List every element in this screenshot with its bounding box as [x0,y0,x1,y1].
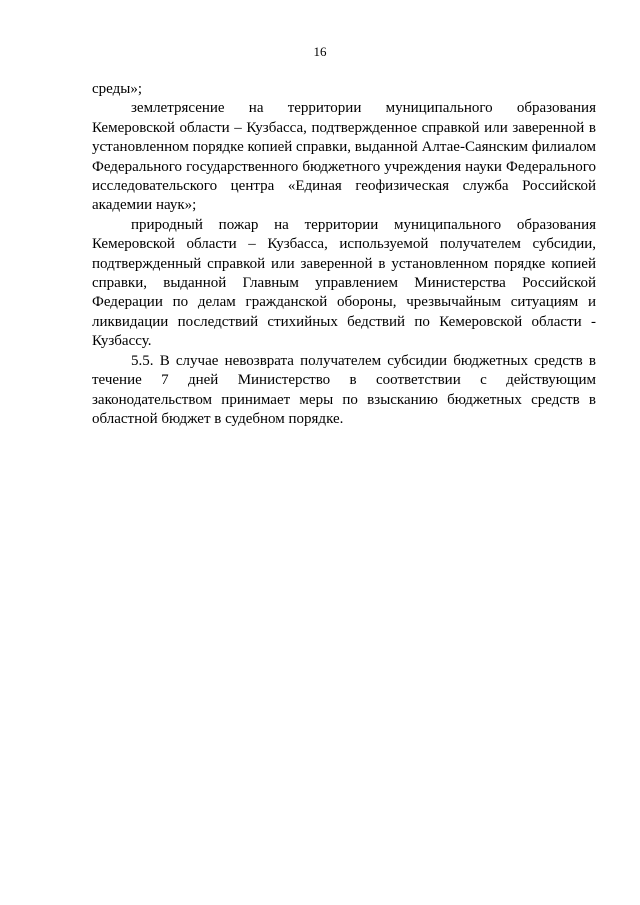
document-body [92,80,596,429]
paragraph-earthquake: землетрясение на территории муниципального образования Кемеровской области – Кузбасса, подтвержденное справкой или заверенной в установленном порядке копией справки, выданной Алтае-Саянским филиалом Федерального государственного бюджетного учреждения науки Федерального исследовательского центра «Единая геофизическая служба Российской академии наук»; [92,100,596,214]
paragraph-wildfire: природный пожар на территории муниципального образования Кемеровской области – Кузбасса, используемой получателем субсидии, подтвержденный справкой или заверенной в установленном порядке копией справки, выданной Главным управлением Министерства Российской Федерации по делам гражданской обороны, чрезвычайным ситуациям и ликвидации последствий стихийных бедствий по Кемеровской области - Кузбассу. [92,216,596,350]
page-number: 16 [313,44,327,59]
paragraph-5-5: 5.5. В случае невозврата получателем субсидии бюджетных средств в течение 7 дней Министерство в соответствии с действующим законодательством принимает меры по взысканию бюджетных средств в областной бюджет в судебном порядке. [92,352,596,427]
paragraph-sredy-continuation: среды»; [92,81,142,97]
